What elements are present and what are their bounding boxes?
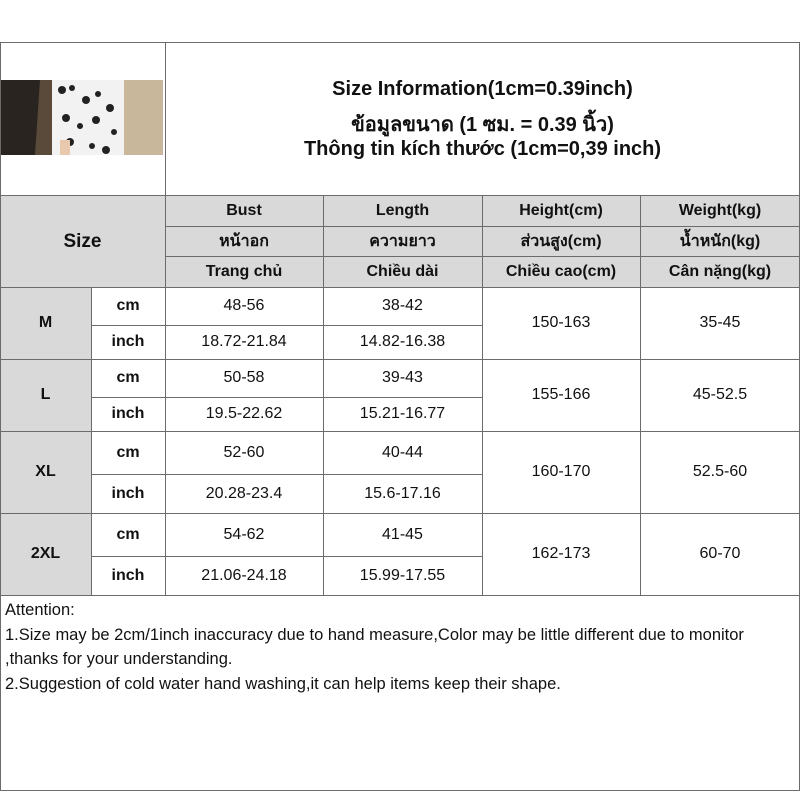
length-cm-l: 39-43 bbox=[382, 369, 423, 386]
divider-xl bbox=[0, 513, 800, 514]
divider-m bbox=[0, 359, 800, 360]
attention-line-1: 1.Size may be 2cm/1inch inaccuracy due to hand measure,Color may be little different due to monitor ,thanks for your understanding. bbox=[5, 625, 744, 668]
divider-m-inner bbox=[91, 325, 482, 326]
height-m: 150-163 bbox=[531, 314, 591, 331]
bust-cm-m: 48-56 bbox=[223, 297, 265, 314]
product-photo bbox=[0, 80, 163, 155]
unit-inch: inch bbox=[111, 333, 145, 350]
attention-heading: Attention: bbox=[5, 601, 75, 619]
unit-inch: inch bbox=[111, 405, 145, 422]
attention-notes bbox=[5, 598, 795, 696]
unit-cm: cm bbox=[116, 297, 140, 314]
divider-2xl-inner bbox=[91, 556, 482, 557]
length-header-th: ความยาว bbox=[369, 232, 436, 250]
title-vi: Thông tin kích thước (1cm=0,39 inch) bbox=[303, 138, 662, 160]
bust-inch-2xl: 21.06-24.18 bbox=[201, 566, 287, 584]
attention-line-2: 2.Suggestion of cold water hand washing,it can help items keep their shape. bbox=[5, 674, 561, 693]
divider-header-3 bbox=[0, 287, 800, 288]
bust-cm-2xl: 54-62 bbox=[223, 525, 265, 543]
unit-cm: cm bbox=[116, 369, 140, 386]
border-top bbox=[0, 42, 800, 43]
size-label-m: M bbox=[38, 314, 53, 331]
unit-cm: cm bbox=[116, 525, 140, 543]
title-th: ข้อมูลขนาด (1 ซม. = 0.39 นิ้ว) bbox=[351, 114, 614, 136]
divider-col-1 bbox=[165, 42, 166, 595]
bust-inch-l: 19.5-22.62 bbox=[205, 405, 283, 422]
length-cm-m: 38-42 bbox=[382, 297, 423, 314]
length-header-vi: Chiều dài bbox=[366, 262, 439, 280]
divider-l bbox=[0, 431, 800, 432]
divider-col-2 bbox=[323, 196, 324, 595]
weight-m: 35-45 bbox=[699, 314, 741, 331]
bust-header-en: Bust bbox=[226, 202, 262, 219]
unit-inch: inch bbox=[111, 566, 145, 584]
length-header-en: Length bbox=[375, 202, 430, 219]
height-header-th: ส่วนสูง(cm) bbox=[520, 232, 602, 250]
divider-col-4 bbox=[640, 196, 641, 595]
product-photo-image bbox=[0, 80, 163, 155]
border-left bbox=[0, 42, 1, 791]
divider-col-3 bbox=[482, 196, 483, 595]
border-bottom bbox=[0, 790, 800, 791]
length-inch-m: 14.82-16.38 bbox=[359, 333, 446, 350]
bust-header-th: หน้าอก bbox=[219, 232, 269, 250]
bust-inch-m: 18.72-21.84 bbox=[201, 333, 287, 350]
weight-xl: 52.5-60 bbox=[692, 463, 748, 480]
unit-inch: inch bbox=[111, 484, 145, 502]
size-label-l: L bbox=[40, 386, 51, 403]
divider-col-unit bbox=[91, 287, 92, 595]
weight-header-en: Weight(kg) bbox=[678, 202, 762, 219]
height-header-en: Height(cm) bbox=[519, 202, 603, 219]
height-2xl: 162-173 bbox=[531, 545, 591, 562]
unit-cm: cm bbox=[116, 443, 140, 461]
divider-xl-inner bbox=[91, 474, 482, 475]
size-label-2xl: 2XL bbox=[30, 545, 61, 562]
divider-l-inner bbox=[91, 397, 482, 398]
bust-inch-xl: 20.28-23.4 bbox=[205, 484, 283, 502]
length-inch-l: 15.21-16.77 bbox=[359, 405, 446, 422]
size-label-xl: XL bbox=[35, 463, 56, 480]
length-cm-xl: 40-44 bbox=[382, 443, 423, 461]
weight-l: 45-52.5 bbox=[692, 386, 748, 403]
weight-header-vi: Cân nặng(kg) bbox=[668, 262, 772, 280]
bust-header-vi: Trang chủ bbox=[205, 262, 283, 280]
weight-header-th: น้ำหนัก(kg) bbox=[679, 232, 761, 250]
length-cm-2xl: 41-45 bbox=[382, 525, 423, 543]
bust-cm-l: 50-58 bbox=[223, 369, 265, 386]
size-header: Size bbox=[63, 230, 102, 252]
height-header-vi: Chiều cao(cm) bbox=[505, 262, 617, 280]
length-inch-2xl: 15.99-17.55 bbox=[359, 566, 446, 584]
divider-table-bottom bbox=[0, 595, 800, 596]
height-xl: 160-170 bbox=[531, 463, 591, 480]
bust-cm-xl: 52-60 bbox=[223, 443, 265, 461]
height-l: 155-166 bbox=[531, 386, 591, 403]
weight-2xl: 60-70 bbox=[699, 545, 741, 562]
title-en: Size Information(1cm=0.39inch) bbox=[332, 78, 633, 100]
length-inch-xl: 15.6-17.16 bbox=[364, 484, 441, 502]
divider-title bbox=[0, 195, 800, 196]
